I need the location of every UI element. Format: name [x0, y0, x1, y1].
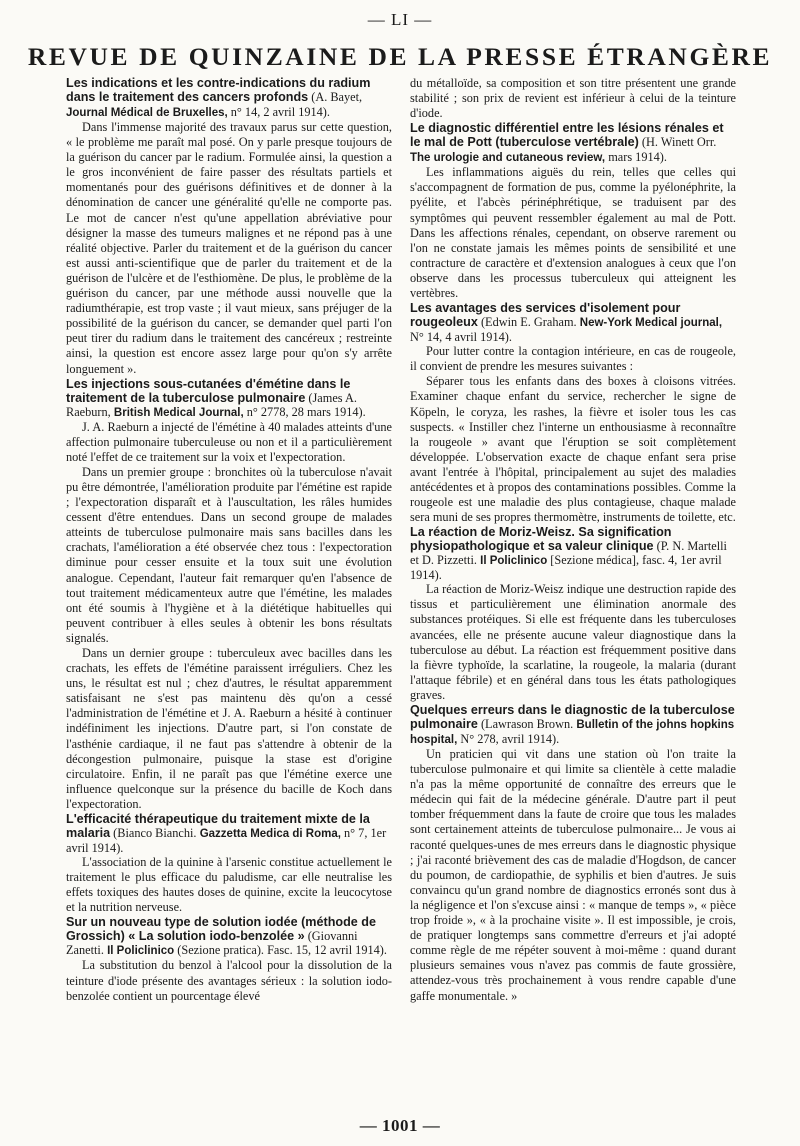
article-journal: Il Policlinico	[476, 555, 548, 568]
left-column	[66, 76, 392, 1004]
article-paragraph: La réaction de Moriz-Weisz indique une destruction rapide des tissus et particulièrement une élimination anormale des substances protéiques. Si elle est fréquente dans les tuberculoses avancées, elle ne présente aucune valeur diagnostique dans la tuberculose au début. La réaction est fréquemment positive dans la fièvre typhoïde, la scarlatine, la rougeole, la malaria (durant l'attaque fébrile) et en général dans tous les états pathologiques graves.	[410, 582, 736, 702]
article-paragraph: L'association de la quinine à l'arsenic constitue actuellement le traitement le plus efficace du paludisme, car elle neutralise les effets toxiques des hautes doses de quinine, excite la leucocytose et la nutrition nerveuse.	[66, 855, 392, 915]
article-journal: New-York Medical journal,	[576, 317, 723, 330]
article-title: La réaction de Moriz-Weisz. Sa signification physiopathologique et sa valeur clinique	[410, 525, 672, 554]
article-heading	[410, 703, 736, 747]
article-title: Les avantages des services d'isolement pour rougeoleux	[410, 301, 681, 330]
article-author: (H. Winett Orr.	[638, 135, 717, 150]
article-journal: The urologie and cutaneous review,	[410, 152, 606, 165]
article	[410, 76, 736, 121]
page-title: REVUE DE QUINZAINE DE LA PRESSE ÉTRANGÈRE	[27, 42, 773, 71]
article-heading	[410, 525, 736, 582]
article	[66, 377, 392, 812]
article-title: Sur un nouveau type de solution iodée (méthode de Grossich) « La solution iodo-benzolée »	[66, 915, 376, 944]
article-paragraph: Un praticien qui vit dans une station où l'on traite la tuberculose pulmonaire et qui limite sa clientèle à cette maladie n'a pas la même opportunité de connaître des erreurs que le médecin qui fait de la médecine générale. D'autre part il peut tomber fréquemment dans la faute de croire que tous les malades sont certainement atteints de tuberculose pulmonaire... Je vous ai raconté quelques-unes de mes erreurs dans le diagnostic physique ; j'ai raconté brièvement des cas de maladie d'Hogdson, de cancer du poumon, de cardiopathie, de syphilis et bien d'autres. Je suis convaincu qu'un grand nombre de diagnostics erronés sont dus à la négligence et l'on s'excuse ainsi : « manque de temps », « pièce trop froide », « à la prochaine visite ». Il est impossible, je crois, de pratiquer longtemps sans commettre d'erreurs et j'ai adopté comme règle de me répéter souvent à moi-même : quand durant plusieurs semaines vous n'avez pas commis de faute grossière, attendez-vous très prochainement à vous rendre capable d'une gaffe monumentale. »	[410, 747, 736, 1003]
article-reference: n° 2778, 28 mars 1914).	[243, 404, 366, 419]
article-heading	[66, 76, 392, 120]
article-paragraph: Pour lutter contre la contagion intérieure, en cas de rougeole, il convient de prendre les mesures suivantes :	[410, 344, 736, 374]
article-reference: n° 7, 1er avril 1914).	[66, 826, 387, 856]
article-heading	[66, 377, 392, 420]
page-number: — 1001 —	[359, 1116, 441, 1135]
article-author: (Bianco Bianchi.	[110, 826, 197, 841]
article-author: (P. N. Martelli et D. Pizzetti.	[410, 539, 727, 568]
article-paragraph: J. A. Raeburn a injecté de l'émétine à 40 malades atteints d'une affection pulmonaire tuberculeuse ou non et il a particulièrement noté l'effet de ce traitement sur la voix et l'expectoration.	[66, 419, 392, 464]
article-paragraph: Dans l'immense majorité des travaux parus sur cette question, « le problème me paraît mal posé. On y parle presque toujours de la guérison du cancer par le radium. Formulée ainsi, la question a le gros inconvénient de faire passer des résultats partiels et momentanés pour des guérisons définitives et de donner à la dénomination de cancer une généralité qu'elle ne comporte pas. Le mot de cancer n'est qu'une appellation abréviative pour désigner la masse des tumeurs malignes et ne répond pas à une réalité objective. Parler du traitement et de la guérison du cancer est aussi anti-scientifique que de parler du traitement et de la guérison de l'ulcère et de l'esthiomène. De plus, le problème de la guérison du cancer, par une méthode aussi nouvelle que la radiumthérapie, est trop vaste ; il vaut mieux, sans préjuger de la possibilité de la guérison du cancer, se demander quel parti l'on peut tirer du radium dans le traitement des cancéreux ; restreinte ainsi, la question est encore assez large pour qu'on s'y arrête longuement ».	[66, 120, 392, 376]
article	[410, 525, 736, 703]
article-heading	[410, 301, 736, 344]
article-reference: N° 14, 4 avril 1914).	[410, 330, 512, 345]
article-reference: [Sezione médica], fasc. 4, 1er avril 1914).	[410, 553, 722, 583]
article-heading	[66, 915, 392, 958]
article-paragraph: La substitution du benzol à l'alcool pour la dissolution de la teinture d'iode présente des avantages sérieux : la solution iodo-benzolée contient un pourcentage élevé	[66, 958, 392, 1003]
article-author: (Lawrason Brown.	[477, 717, 574, 731]
article-reference: n° 14, 2 avril 1914).	[227, 105, 330, 119]
article	[410, 703, 736, 1004]
article-reference: mars 1914).	[605, 150, 667, 165]
article-author: (A. Bayet,	[308, 90, 363, 104]
right-column	[410, 76, 736, 1004]
article-paragraph: Dans un dernier groupe : tuberculeux avec bacilles dans les crachats, les effets de l'émétine paraissent irréguliers. Chez les uns, le résultat est nul ; chez d'autres, le résultat apparemment satisfaisant ne s'est pas maintenu dès qu'on a cessé l'administration de l'émétine et J. A. Raeburn a hésité à continuer indéfiniment les injections. D'autre part, si l'on constate de l'asthénie cardiaque, il ne faut pas s'attendre à obtenir de la décongestion pulmonaire, puisque la stase est d'origine circulatoire. Enfin, il ne paraît pas que l'émétine exerce une influence quelconque sur la présence du bacille de Koch dans l'expectoration.	[66, 646, 392, 811]
article-journal: British Medical Journal,	[110, 406, 244, 419]
article-paragraph: Séparer tous les enfants dans des boxes à cloisons vitrées. Examiner chaque enfant du service, rechercher le signe de Köpeln, le coryza, les rashes, la fièvre et isoler tous les cas suspects. « Instiller chez l'interne un enthousiasme à reconnaître la rougeole » avant que l'éruption se soit complètement développée. L'observation exacte de chaque enfant sera prise avant l'entrée à l'hôpital, principalement au sujet des maladies antécédentes et à propos des contaminations possibles. Comme la rougeole est une maladie des plus contagieuse, chaque malade sera muni de ses propres thermomètre, instruments de toilette, etc.	[410, 374, 736, 525]
article-paragraph: Dans un premier groupe : bronchites où la tuberculose n'avait pu être démontrée, l'amélioration produite par l'émétine est rapide ; l'expectoration disparaît et à l'auscultation, les râles humides cessent d'être entendues. Dans un second groupe de malades atteints de tuberculose pulmonaire mais sans bacilles dans les crachats, l'amélioration a été observée chez tous : l'expectoration diminue pour cesser ensuite et la toux suit une évolution analogue. Cependant, l'auteur fait remarquer qu'en l'absence de tout traitement médicamenteux autre que l'émétine, les malades ont été soumis à l'hygiène et à la diététique habituelles qui peuvent contribuer à elles seules à obtenir les bons résultats signalés.	[66, 464, 392, 645]
article-journal: Bulletin of the johns hopkins hospital,	[410, 719, 735, 746]
article-title: Les injections sous-cutanées d'émétine dans le traitement de la tuberculose pulmonaire	[66, 376, 351, 405]
article-reference: (Sezione pratica). Fasc. 15, 12 avril 1914).	[174, 943, 387, 958]
article-author: (Edwin E. Graham.	[477, 315, 577, 330]
article-title: Le diagnostic différentiel entre les lésions rénales et le mal de Pott (tuberculose vertébrale)	[410, 121, 724, 150]
article-journal: Gazzetta Medica di Roma,	[196, 828, 341, 841]
article-heading	[410, 121, 736, 165]
article-author: (James A. Raeburn,	[66, 390, 357, 419]
article	[410, 301, 736, 525]
article-paragraph: Les inflammations aiguës du rein, telles que celles qui s'accompagnent de formation de pus, comme la pyélonéphrite, la pyélite, et l'abcès périnéphrétique, se traduisent par des symptômes qui peuvent ressembler également au mal de Pott. Dans les affections rénales, cependant, on observe rarement ou l'on ne constate jamais les mêmes points de sensibilité et une contracture de caractère et d'extension analogues à ceux que l'on observe dans les processus tuberculeux qui atteignent les vertèbres.	[410, 165, 736, 301]
article-title: Quelques erreurs dans le diagnostic de la tuberculose pulmonaire	[410, 703, 735, 731]
article-continuation: du métalloïde, sa composition et son titre présentent une grande stabilité ; son prix de revient est inférieur à celui de la teinture d'iode.	[410, 76, 736, 121]
article-title: L'efficacité thérapeutique du traitement mixte de la malaria	[66, 812, 370, 841]
article	[66, 915, 392, 1003]
article-title: Les indications et les contre-indications du radium dans le traitement des cancers profonds	[66, 76, 371, 104]
article-author: (Giovanni Zanetti.	[66, 929, 358, 958]
roman-page-number: — LI —	[367, 10, 433, 29]
article-journal: Journal Médical de Bruxelles,	[66, 107, 228, 119]
article	[66, 812, 392, 915]
article-heading	[66, 812, 392, 855]
article	[66, 76, 392, 377]
article	[410, 121, 736, 301]
article-journal: Il Policlinico	[103, 945, 175, 958]
article-reference: N° 278, avril 1914).	[457, 732, 560, 746]
